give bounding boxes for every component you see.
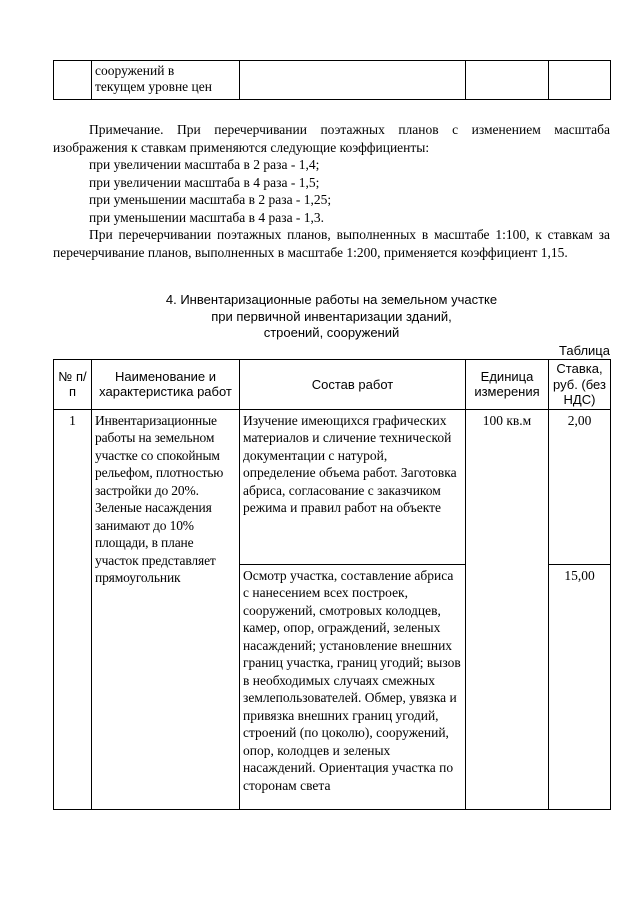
section-title-line: строений, сооружений <box>263 325 400 340</box>
cell-name-line: сооружений в <box>95 63 175 78</box>
header-rate: Ставка, руб. (без НДС) <box>549 360 611 410</box>
cell-name <box>92 61 240 100</box>
note-item: при увеличении масштаба в 4 раза - 1,5; <box>89 174 320 190</box>
section-title-line: 4. Инвентаризационные работы на земельном участке <box>165 292 498 307</box>
header-num: № п/п <box>54 360 92 410</box>
header-unit: Единица измерения <box>466 360 549 410</box>
table-header-row <box>54 360 611 410</box>
note-last: При перечерчивании поэтажных планов, выполненных в масштабе 1:100, к ставкам за перечерчивание планов, выполненных в масштабе 1:200, применяется коэффициент 1,15. <box>53 227 610 260</box>
note-intro: Примечание. При перечерчивании поэтажных планов с изменением масштаба изображения к ставкам применяются следующие коэффициенты: <box>53 122 610 155</box>
cell-work: Осмотр участка, составление абриса с нанесением всех построек, сооружений, смотровых колодцев, камер, опор, ограждений, зеленых насаждений; установление внешних границ участка, границ угодий; вызов в необходимых случаях смежных землепользователей. Обмер, увязка и привязка внешних границ угодий, строений (по цоколю), сооружений, опор, колодцев и зеленых насаждений. Ориентация участка по сторонам света <box>240 564 466 809</box>
cell-name-line: текущем уровне цен <box>95 79 212 94</box>
cell-name: Инвентаризационные работы на земельном участке со спокойным рельефом, плотностью застройки до 20%. Зеленые насаждения занимают до 10% площади, в плане участок представляет прямоугольник <box>92 409 240 809</box>
inventory-works-table <box>53 359 611 810</box>
header-work: Состав работ <box>240 360 466 410</box>
note-block <box>53 121 610 261</box>
cell-num <box>54 61 92 100</box>
table-row <box>54 409 611 564</box>
table-row <box>54 61 611 100</box>
cell-work <box>240 61 466 100</box>
note-item: при увеличении масштаба в 2 раза - 1,4; <box>89 157 320 172</box>
note-item: при уменьшении масштаба в 2 раза - 1,25; <box>89 192 332 207</box>
cell-rate: 2,00 <box>549 409 611 564</box>
cell-work: Изучение имеющихся графических материалов и сличение технической документации с натурой, определение объема работ. Заготовка абриса, согласование с заказчиком режима и правил работ на объекте <box>240 409 466 564</box>
note-item: при уменьшении масштаба в 4 раза - 1,3. <box>89 209 325 225</box>
cell-rate <box>549 61 611 100</box>
section-title <box>53 292 610 342</box>
header-name: Наименование и характеристика работ <box>92 360 240 410</box>
continued-table-row <box>53 60 611 100</box>
section-title-line: при первичной инвентаризации зданий, <box>211 308 452 324</box>
cell-unit <box>466 61 549 100</box>
table-label: Таблица <box>559 343 610 358</box>
cell-num: 1 <box>54 409 92 809</box>
cell-unit: 100 кв.м <box>466 409 549 809</box>
cell-rate: 15,00 <box>549 564 611 809</box>
